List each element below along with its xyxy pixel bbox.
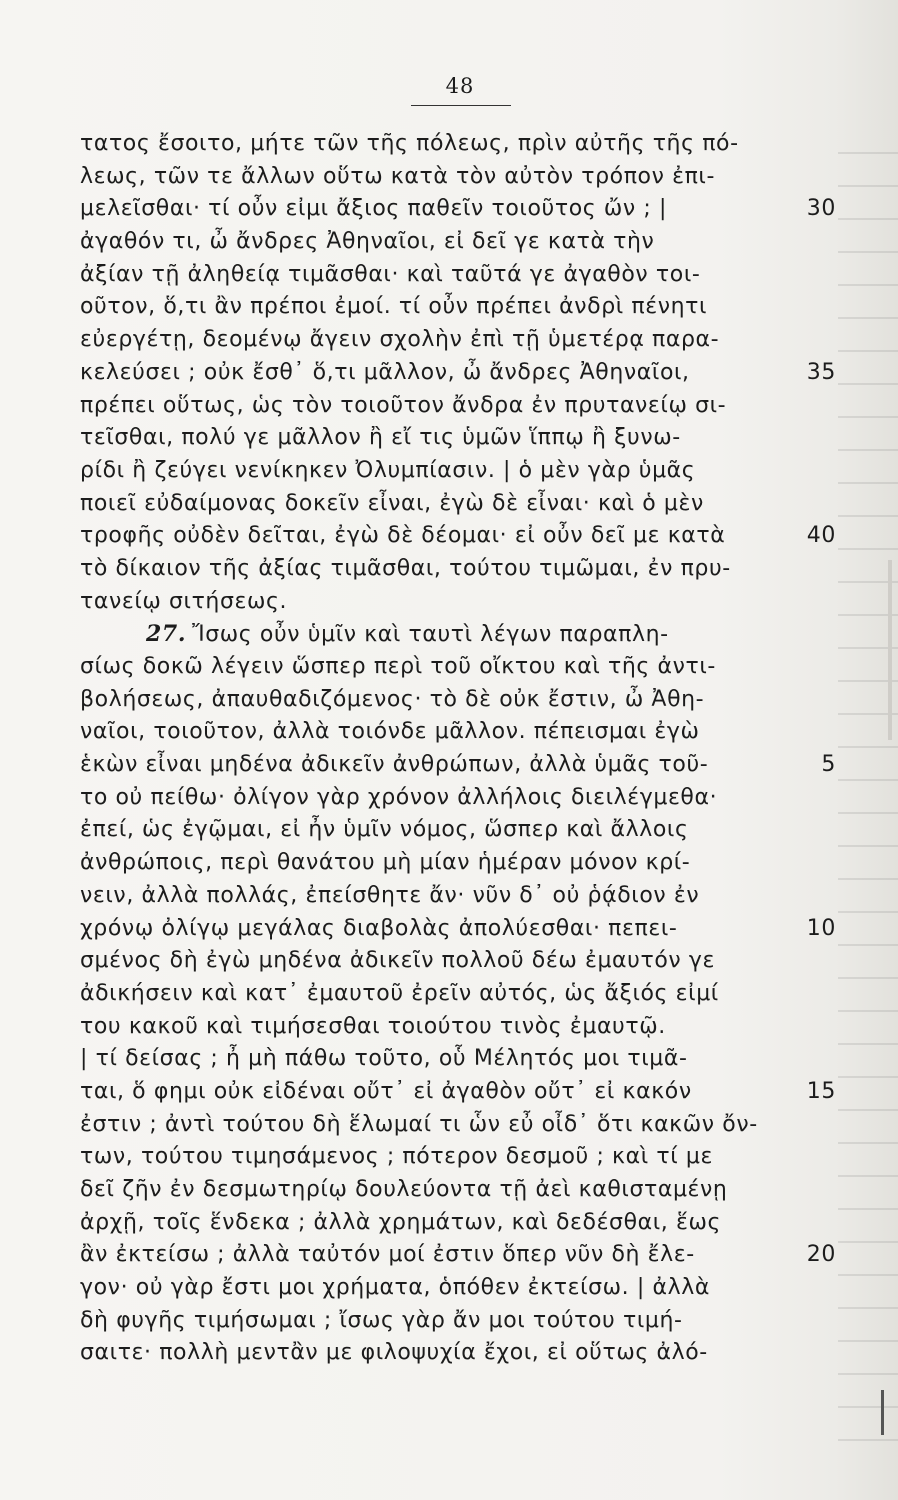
line-body: ἀνθρώποις, περὶ θανάτου μὴ μίαν ἡμέραν μόνον κρί- bbox=[80, 850, 691, 876]
line-body: ἑκὼν εἶναι μηδένα ἀδικεῖν ἀνθρώπων, ἀλλὰ ὑμᾶς τοῦ- bbox=[80, 752, 709, 778]
line-body: ἀρχῇ, τοῖς ἕνδεκα ; ἀλλὰ χρημάτων, καὶ δεδέσθαι, ἕως bbox=[80, 1209, 722, 1235]
line-text bbox=[80, 782, 717, 815]
line-body: ἀξίαν τῇ ἀληθείᾳ τιμᾶσθαι· καὶ ταῦτά γε ἀγαθὸν τοι- bbox=[80, 261, 701, 287]
text-line bbox=[66, 716, 836, 749]
line-body: νειν, ἀλλὰ πολλάς, ἐπείσθητε ἄν· νῦν δ᾽ οὐ ῥᾴδιον ἐν bbox=[80, 882, 700, 908]
line-number: 10 bbox=[806, 915, 836, 941]
text-line bbox=[66, 1305, 836, 1338]
text-line bbox=[66, 128, 836, 161]
text-line bbox=[66, 1043, 836, 1076]
page-number-rule bbox=[411, 105, 511, 106]
line-body: ποιεῖ εὐδαίμονας δοκεῖν εἶναι, ἐγὼ δὲ εἶναι· καὶ ὁ μὲν bbox=[80, 490, 704, 516]
line-number: 20 bbox=[806, 1242, 836, 1268]
line-text bbox=[80, 880, 699, 913]
line-text bbox=[80, 814, 689, 847]
facing-page-bleed bbox=[838, 130, 898, 1450]
text-line bbox=[66, 1239, 836, 1272]
line-text bbox=[80, 749, 708, 782]
text-line bbox=[66, 455, 836, 488]
line-text bbox=[80, 128, 739, 161]
line-body: μελεῖσθαι· τί οὖν εἰμι ἄξιος παθεῖν τοιοῦτος ὤν ; | bbox=[80, 196, 667, 222]
line-text bbox=[80, 978, 719, 1011]
line-number: 5 bbox=[821, 752, 836, 778]
line-text bbox=[80, 390, 726, 423]
line-text bbox=[80, 945, 715, 978]
line-text bbox=[80, 1076, 692, 1109]
page-number: 48 bbox=[445, 74, 475, 98]
line-body: Ἴσως οὖν ὑμῖν καὶ ταυτὶ λέγων παραπλη- bbox=[192, 622, 669, 648]
line-text bbox=[80, 1043, 688, 1076]
line-body: σαιτε· πολλὴ μεντἂν με φιλοψυχία ἔχοι, εἰ οὕτως ἀλό- bbox=[80, 1340, 708, 1366]
text-line bbox=[66, 390, 836, 423]
section-number: 27. bbox=[146, 621, 187, 648]
text-line bbox=[66, 520, 836, 553]
page-edge-shadow bbox=[888, 560, 892, 740]
line-body: ἐπεί, ὡς ἐγῷμαι, εἰ ἦν ὑμῖν νόμος, ὥσπερ καὶ ἄλλοις bbox=[80, 817, 689, 843]
line-body: του κακοῦ καὶ τιμήσεσθαι τοιούτου τινὸς ἐμαυτῷ. bbox=[80, 1013, 666, 1039]
line-body: ἀδικήσειν καὶ κατ᾽ ἐμαυτοῦ ἐρεῖν αὐτός, ὡς ἄξιός εἰμί bbox=[80, 980, 719, 1006]
line-number: 35 bbox=[806, 359, 836, 385]
line-body: τεῖσθαι, πολύ γε μᾶλλον ἢ εἴ τις ὑμῶν ἵππῳ ἢ ξυνω- bbox=[80, 425, 681, 451]
text-line bbox=[66, 324, 836, 357]
line-text bbox=[80, 422, 681, 455]
text-line bbox=[66, 357, 836, 390]
line-text bbox=[146, 618, 669, 652]
line-body: ται, ὅ φημι οὐκ εἰδέναι οὔτ᾽ εἰ ἀγαθὸν οὔτ᾽ εἰ κακόν bbox=[80, 1078, 692, 1104]
line-text bbox=[80, 1141, 713, 1174]
line-text bbox=[80, 1174, 727, 1207]
line-body: ἂν ἐκτείσω ; ἀλλὰ ταὐτόν μοί ἐστιν ὅπερ νῦν δὴ ἔλε- bbox=[80, 1242, 695, 1268]
line-body: εὐεργέτῃ, δεομένῳ ἄγειν σχολὴν ἐπὶ τῇ ὑμετέρᾳ παρα- bbox=[80, 327, 720, 353]
line-number: 40 bbox=[806, 523, 836, 549]
page-edge-mark bbox=[881, 1390, 884, 1435]
text-line bbox=[66, 1272, 836, 1305]
text-line bbox=[66, 1076, 836, 1109]
line-text bbox=[80, 1337, 708, 1370]
line-text bbox=[80, 324, 719, 357]
line-body: σμένος δὴ ἐγὼ μηδένα ἀδικεῖν πολλοῦ δέω ἐμαυτόν γε bbox=[80, 948, 715, 974]
line-body: γον· οὐ γὰρ ἔστι μοι χρήματα, ὁπόθεν ἐκτείσω. | ἀλλὰ bbox=[80, 1275, 710, 1301]
text-line bbox=[66, 193, 836, 226]
text-line bbox=[66, 1109, 836, 1142]
line-body: οῦτον, ὅ,τι ἂν πρέποι ἐμοί. τί οὖν πρέπει ἀνδρὶ πένητι bbox=[80, 294, 708, 320]
text-line bbox=[66, 880, 836, 913]
text-line bbox=[66, 1011, 836, 1044]
text-line bbox=[66, 259, 836, 292]
text-line bbox=[66, 553, 836, 586]
line-text bbox=[80, 520, 725, 553]
line-body: ρίδι ἢ ζεύγει νενίκηκεν Ὀλυμπίασιν. | ὁ μὲν γὰρ ὑμᾶς bbox=[80, 457, 696, 483]
line-body: των, τούτου τιμησάμενος ; πότερον δεσμοῦ ; καὶ τί με bbox=[80, 1144, 713, 1170]
line-number: 15 bbox=[806, 1078, 836, 1104]
text-line bbox=[66, 782, 836, 815]
line-body: τανείῳ σιτήσεως. bbox=[80, 588, 288, 614]
line-text bbox=[80, 291, 707, 324]
line-body: σίως δοκῶ λέγειν ὥσπερ περὶ τοῦ οἴκτου καὶ τῆς ἀντι- bbox=[80, 654, 716, 679]
text-line bbox=[66, 618, 836, 651]
text-line bbox=[66, 422, 836, 455]
text-line bbox=[66, 488, 836, 521]
text-line bbox=[66, 291, 836, 324]
line-text bbox=[80, 651, 716, 684]
text-line bbox=[66, 161, 836, 194]
line-body: δεῖ ζῆν ἐν δεσμωτηρίῳ δουλεύοντα τῇ ἀεὶ καθισταμένῃ bbox=[80, 1177, 728, 1202]
text-line bbox=[66, 651, 836, 684]
line-text bbox=[80, 913, 677, 946]
line-body: ἐστιν ; ἀντὶ τούτου δὴ ἕλωμαί τι ὧν εὖ οἶδ᾽ ὅτι κακῶν ὄν- bbox=[80, 1111, 758, 1137]
line-text bbox=[80, 1272, 710, 1305]
line-body: βολήσεως, ἀπαυθαδιζόμενος· τὸ δὲ οὐκ ἔστιν, ὦ Ἀθη- bbox=[80, 686, 705, 712]
line-body: χρόνῳ ὀλίγῳ μεγάλας διαβολὰς ἀπολύεσθαι· πεπει- bbox=[80, 915, 678, 941]
line-text bbox=[80, 553, 731, 586]
line-body: | τί δείσας ; ἦ μὴ πάθω τοῦτο, οὗ Μέλητός μοι τιμᾶ- bbox=[80, 1046, 688, 1072]
line-body: τατος ἔσοιτο, μήτε τῶν τῆς πόλεως, πρὶν αὐτῆς τῆς πό- bbox=[80, 131, 739, 156]
line-text bbox=[80, 684, 704, 717]
text-line bbox=[66, 226, 836, 259]
line-text bbox=[80, 1239, 695, 1272]
line-text bbox=[80, 586, 287, 619]
text-line bbox=[66, 913, 836, 946]
text-line bbox=[66, 684, 836, 717]
line-body: τροφῆς οὐδὲν δεῖται, ἐγὼ δὲ δέομαι· εἰ οὖν δεῖ με κατὰ bbox=[80, 523, 726, 549]
text-line bbox=[66, 749, 836, 782]
line-body: τὸ δίκαιον τῆς ἀξίας τιμᾶσθαι, τούτου τιμῶμαι, ἐν πρυ- bbox=[80, 555, 731, 581]
text-line bbox=[66, 1141, 836, 1174]
line-text bbox=[80, 193, 667, 226]
line-body: λεως, τῶν τε ἄλλων οὕτω κατὰ τὸν αὐτὸν τρόπον ἐπι- bbox=[80, 163, 715, 189]
line-text bbox=[80, 1109, 758, 1142]
line-text bbox=[80, 1305, 683, 1338]
text-line bbox=[66, 978, 836, 1011]
line-body: κελεύσει ; οὐκ ἔσθ᾽ ὅ,τι μᾶλλον, ὦ ἄνδρες Ἀθηναῖοι, bbox=[80, 359, 690, 385]
line-body: ἀγαθόν τι, ὦ ἄνδρες Ἀθηναῖοι, εἰ δεῖ γε κατὰ τὴν bbox=[80, 229, 655, 255]
line-body: το οὐ πείθω· ὀλίγον γὰρ χρόνον ἀλλήλοις διειλέγμεθα· bbox=[80, 784, 718, 810]
line-number: 30 bbox=[806, 196, 836, 222]
text-line bbox=[66, 1174, 836, 1207]
line-text bbox=[80, 226, 654, 259]
line-text bbox=[80, 716, 700, 749]
line-text bbox=[80, 357, 690, 390]
text-line bbox=[66, 586, 836, 619]
line-text bbox=[80, 259, 700, 292]
text-line bbox=[66, 847, 836, 880]
line-text bbox=[80, 161, 715, 194]
greek-text-block bbox=[66, 128, 836, 1370]
text-line bbox=[66, 814, 836, 847]
line-text bbox=[80, 847, 690, 880]
line-text bbox=[80, 1207, 721, 1240]
line-body: πρέπει οὕτως, ὡς τὸν τοιοῦτον ἄνδρα ἐν πρυτανείῳ σι- bbox=[80, 392, 727, 418]
line-text bbox=[80, 1011, 666, 1044]
line-text bbox=[80, 455, 695, 488]
line-body: ναῖοι, τοιοῦτον, ἀλλὰ τοιόνδε μᾶλλον. πέπεισμαι ἐγὼ bbox=[80, 719, 700, 745]
line-body: δὴ φυγῆς τιμήσωμαι ; ἴσως γὰρ ἄν μοι τούτου τιμή- bbox=[80, 1307, 683, 1333]
text-line bbox=[66, 1207, 836, 1240]
text-line bbox=[66, 1337, 836, 1370]
line-text bbox=[80, 488, 704, 521]
text-line bbox=[66, 945, 836, 978]
